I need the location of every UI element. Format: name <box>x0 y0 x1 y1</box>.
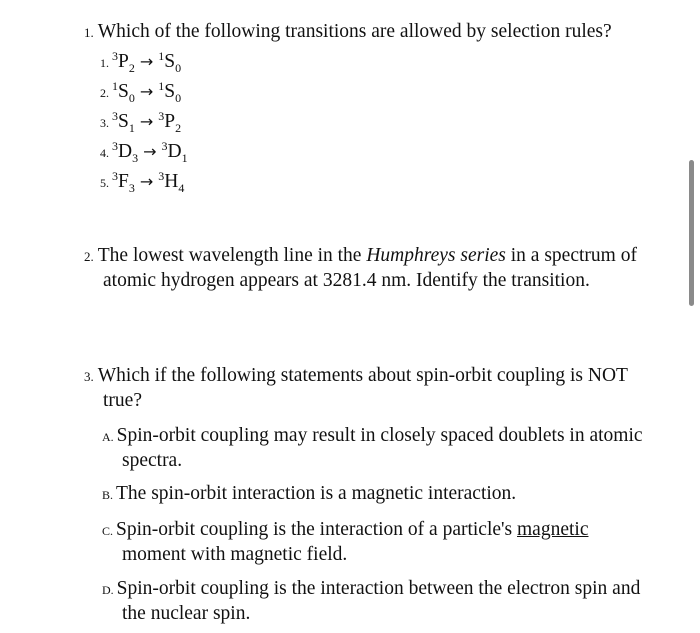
final-multiplicity: 1 <box>158 49 165 63</box>
initial-multiplicity: 1 <box>112 79 118 93</box>
final-j: 0 <box>175 61 182 75</box>
question-3-number: 3. <box>84 369 94 384</box>
final-term: P <box>164 111 176 132</box>
initial-term: S <box>118 81 129 102</box>
initial-j: 0 <box>128 91 135 105</box>
transition-option <box>84 137 644 167</box>
choice-text-end: moment with magnetic field. <box>122 544 348 565</box>
question-1-prompt: Which of the following transitions are allowed by selection rules? <box>97 21 612 42</box>
choice-b <box>102 482 652 507</box>
underlined-word: magnetic <box>517 519 589 540</box>
option-number: 1. <box>100 56 109 70</box>
choice-letter: B. <box>102 488 114 502</box>
question-2 <box>84 244 644 293</box>
final-j: 4 <box>178 181 185 195</box>
initial-term: F <box>118 171 129 192</box>
initial-term: D <box>118 141 133 162</box>
choice-d <box>102 577 652 626</box>
question-3-prompt: Which if the following statements about spin-orbit coupling is NOT true? <box>97 365 628 411</box>
transition-arrow-icon: → <box>139 172 154 191</box>
question-1-number: 1. <box>84 25 94 40</box>
choice-letter: D. <box>102 583 114 597</box>
initial-j: 3 <box>132 151 139 165</box>
final-j: 0 <box>175 91 182 105</box>
scrollbar[interactable] <box>689 160 694 306</box>
choice-text: The spin-orbit interaction is a magnetic interaction. <box>116 483 517 504</box>
question-2-text <box>84 244 644 293</box>
question-1 <box>84 20 644 197</box>
transition-option <box>84 47 644 77</box>
choice-a <box>102 424 652 473</box>
option-number: 2. <box>100 86 109 100</box>
question-2-prompt-end: in a spectrum of atomic hydrogen appears at 3281.4 nm. Identify the transition. <box>103 245 637 291</box>
initial-multiplicity: 3 <box>112 109 118 123</box>
initial-term: S <box>118 111 129 132</box>
question-2-number: 2. <box>84 249 94 264</box>
final-multiplicity: 1 <box>158 79 165 93</box>
final-term: S <box>164 81 176 102</box>
question-1-options <box>84 47 644 197</box>
transition-option <box>84 77 644 107</box>
choice-text-start: Spin-orbit coupling is the interaction of a particle's <box>116 519 518 540</box>
question-2-prompt-start: The lowest wavelength line in the <box>97 245 367 266</box>
final-multiplicity: 3 <box>158 169 165 183</box>
question-1-text <box>84 20 644 45</box>
initial-multiplicity: 3 <box>112 139 118 153</box>
final-term: H <box>164 171 179 192</box>
transition-option <box>84 107 644 137</box>
initial-j: 2 <box>128 61 135 75</box>
final-j: 1 <box>181 151 188 165</box>
choice-text: Spin-orbit coupling is the interaction between the electron spin and the nuclear spin. <box>116 578 641 624</box>
final-term: D <box>167 141 182 162</box>
initial-j: 3 <box>128 181 135 195</box>
transition-arrow-icon: → <box>139 52 154 71</box>
choice-text: Spin-orbit coupling may result in closely spaced doublets in atomic spectra. <box>116 425 643 471</box>
final-term: S <box>164 51 176 72</box>
choice-c <box>102 518 652 567</box>
transition-arrow-icon: → <box>143 142 157 161</box>
transition-arrow-icon: → <box>139 82 154 101</box>
question-3 <box>84 364 644 413</box>
option-number: 4. <box>100 146 109 160</box>
series-name: Humphreys series <box>366 245 506 266</box>
initial-multiplicity: 3 <box>112 169 118 183</box>
initial-term: P <box>118 51 129 72</box>
initial-multiplicity: 3 <box>112 49 118 63</box>
choice-letter: C. <box>102 524 114 538</box>
transition-option <box>84 167 644 197</box>
option-number: 3. <box>100 116 109 130</box>
choice-letter: A. <box>102 430 114 444</box>
final-j: 2 <box>175 121 182 135</box>
option-number: 5. <box>100 176 109 190</box>
initial-j: 1 <box>128 121 135 135</box>
transition-arrow-icon: → <box>139 112 154 131</box>
question-3-text <box>84 364 644 413</box>
final-multiplicity: 3 <box>161 139 168 153</box>
final-multiplicity: 3 <box>158 109 165 123</box>
